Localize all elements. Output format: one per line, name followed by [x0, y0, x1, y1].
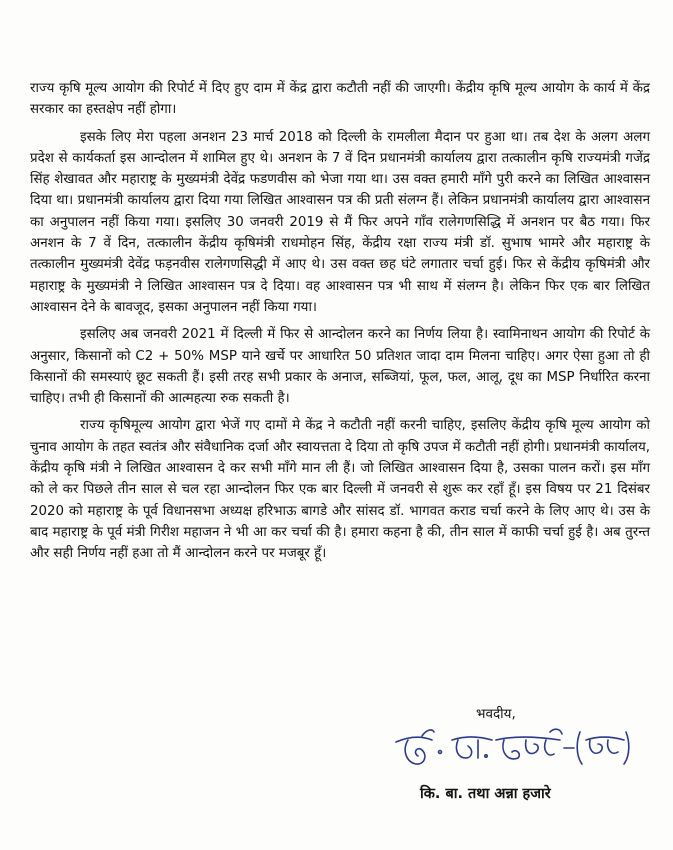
signatory-name: कि. बा. तथा अन्ना हजारे	[420, 786, 551, 802]
paragraph-3: इसलिए अब जनवरी 2021 में दिल्ली में फिर से आन्दोलन करने का निर्णय लिया है। स्वामिनाथन आयोग की रिपोर्ट के अनुसार, किसानों को C2 + 50% MSP याने खर्चे पर आधारित 50 प्रतिशत जादा दाम मिलना चाहिए। अगर ऐसा हुआ तो ही किसानों की समस्याएं छूट सकती हैं। इसी तरह सभी प्रकार के अनाज, सब्जियां, फूल, फल, आलू, दूध का MSP निर्धारित करना चाहिए। तभी ही किसानों की आत्महत्या रुक सकती है।	[30, 327, 650, 407]
handwritten-signature	[392, 722, 632, 778]
letter-body	[30, 78, 650, 571]
paragraph-1: राज्य कृषि मूल्य आयोग की रिपोर्ट में दिए हुए दाम में केंद्र द्वारा कटौती नहीं की जाएगी। केंद्रीय कृषि मूल्य आयोग के कार्य में केंद्र सरकार का हस्तक्षेप नहीं होगा।	[30, 81, 650, 118]
paragraph-4: राज्य कृषिमूल्य आयोग द्वारा भेजें गए दामों मे केंद्र ने कटौती नहीं करनी चाहिए, इसलिए केंद्रीय कृषि मूल्य आयोग को चुनाव आयोग के तहत स्वतंत्र और संवैधानिक दर्जा और स्वायत्तता दे दिया तो कृषि उपज में कटौती नहीं होगी। प्रधानमंत्री कार्यालय, केंद्रीय कृषि मंत्री ने लिखित आश्वासन दे कर सभी माँगे मान ली हैं। जो लिखित आश्वासन दिया है, उसका पालन करों। इस माँग को ले कर पिछले तीन साल से चल रहा आन्दोलन फिर एक बार दिल्ली में जनवरी से शुरू कर रहाँ हूँ। इस विषय पर 21 दिसंबर 2020 को महाराष्ट्र के पूर्व विधानसभा अध्यक्ष हरिभाऊ बागडे और सांसद डॉ. भागवत कराड चर्चा करने के लिए आए थे। उस के बाद महाराष्ट्र के पूर्व मंत्री गिरीश महाजन ने भी आ कर चर्चा की है। हमारा कहना है की, तीन साल में काफी चर्चा हुई है। अब तुरन्त और सही निर्णय नहीं हआ तो मैं आन्दोलन करने पर मजबूर हूँ।	[30, 418, 650, 562]
closing-salutation: भवदीय,	[476, 706, 516, 722]
paragraph-2: इसके लिए मेरा पहला अनशन 23 मार्च 2018 को दिल्ली के रामलीला मैदान पर हुआ था। तब देश के अलग अलग प्रदेश से कार्यकर्ता इस आन्दोलन में शामिल हुए थे। अनशन के 7 वें दिन प्रधानमंत्री कार्यालय द्वारा तत्कालीन कृषि राज्यमंत्री गजेंद्र सिंह शेखावत और महाराष्ट्र के मुख्यमंत्री देवेंद्र फडणवीस को भेजा गया था। उस वक्त हमारी माँगे पुरी करने का लिखित आश्वासन दिया था। प्रधानमंत्री कार्यालय द्वारा दिया गया लिखित आश्वासन पत्र की प्रती संलग्न हैं। लेकिन प्रधानमंत्री कार्यालय द्वारा आश्वासन का अनुपालन नहीं किया गया। इसलिए 30 जनवरी 2019 से मैं फिर अपने गाँव रालेगणसिद्धि में अनशन पर बैठ गया। फिर अनशन के 7 वें दिन, तत्कालीन केंद्रीय कृषिमंत्री राधमोहन सिंह, केंद्रीय रक्षा राज्य मंत्री डॉ. सुभाष भामरे और महाराष्ट्र के तत्कालीन मुख्यमंत्री देवेंद्र फड़नवीस रालेगणसिद्धी में आए थे। उस वक्त छह घंटे लगातार चर्चा हुई। फिर से केंद्रीय कृषिमंत्री और महाराष्ट्र के मुख्यमंत्री ने लिखित आश्वासन पत्र दे दिया। वह आश्वासन पत्र भी साथ में संलग्न है। लेकिन फिर एक बार लिखित आश्वासन देने के बावजूद, इसका अनुपालन नहीं किया गया।	[30, 129, 650, 315]
